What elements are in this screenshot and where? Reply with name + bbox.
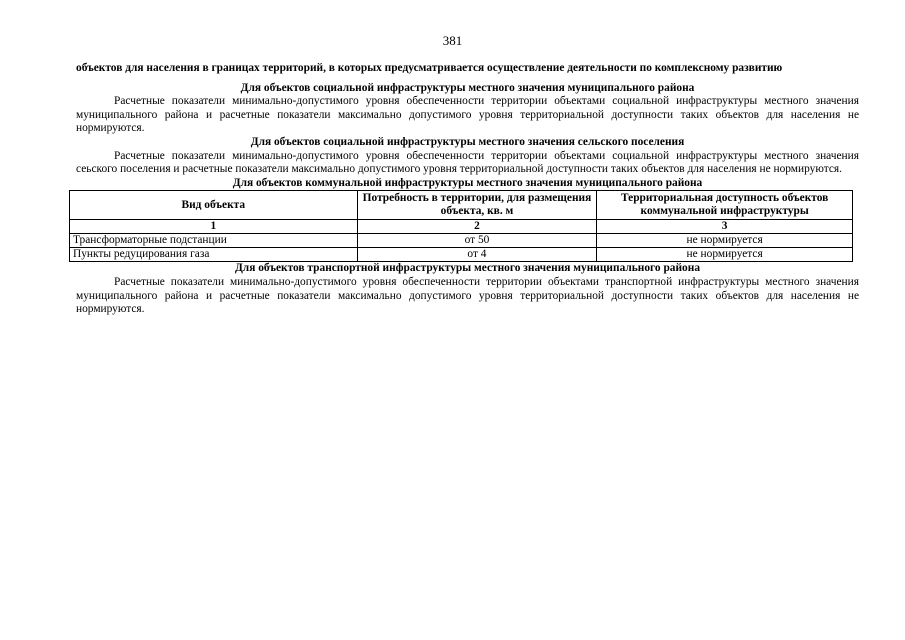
table-cell-land-requirement: от 4 xyxy=(357,248,597,262)
table-column-numbers-row xyxy=(70,220,853,234)
column-header-object-type: Вид объекта xyxy=(70,191,358,220)
heading-social-rural: Для объектов социальной инфраструктуры местного значения сельского поселения xyxy=(250,135,685,148)
table-cell-land-requirement: от 50 xyxy=(357,234,597,248)
paragraph-social-rural: Расчетные показатели минимально-допустимого уровня обеспеченности территории объектами социальной инфраструктуры местного значения сеьского поселения и расчетные показатели максимально допустимого уровня территориальной доступности таких объектов для населения не нормируются. xyxy=(76,149,859,176)
heading-social-district: Для объектов социальной инфраструктуры местного значения муниципального района xyxy=(240,81,695,94)
table-row xyxy=(70,248,853,262)
paragraph-transport-district: Расчетные показатели минимально-допустимого уровня обеспеченности территории объектами транспортной инфраструктуры местного значения муниципального района и расчетные показатели максимально допустимого уровня территориальной доступности таких объектов для населения не нормируются. xyxy=(76,275,859,316)
heading-communal-district: Для объектов коммунальной инфраструктуры местного значения муниципального района xyxy=(232,176,703,189)
intro-text: объектов для населения в границах территорий, в которых предусматривается осуществление деятельности по комплексному развитию xyxy=(76,62,783,74)
table-cell-object-type: Пункты редуцирования газа xyxy=(70,248,358,262)
column-number: 1 xyxy=(70,220,358,234)
table-header-row xyxy=(70,191,853,220)
table-cell-object-type: Трансформаторные подстанции xyxy=(70,234,358,248)
page-number: 381 xyxy=(442,33,463,48)
column-number: 3 xyxy=(597,220,853,234)
table-cell-accessibility: не нормируется xyxy=(597,248,853,262)
table-row xyxy=(70,234,853,248)
column-number: 2 xyxy=(357,220,597,234)
column-header-accessibility: Территориальная доступность объектов коммунальной инфраструктуры xyxy=(597,191,853,220)
column-header-land-requirement: Потребность в территории, для размещения объекта, кв. м xyxy=(357,191,597,220)
paragraph-social-district: Расчетные показатели минимально-допустимого уровня обеспеченности территории объектами социальной инфраструктуры местного значения муниципального района и расчетные показатели максимально допустимого уровня территориальной доступности таких объектов для населения не нормируются. xyxy=(76,95,859,135)
heading-transport-district: Для объектов транспортной инфраструктуры местного значения муниципального района xyxy=(234,262,701,275)
communal-infrastructure-table xyxy=(69,190,853,262)
document-body xyxy=(73,62,859,317)
table-cell-accessibility: не нормируется xyxy=(597,234,853,248)
